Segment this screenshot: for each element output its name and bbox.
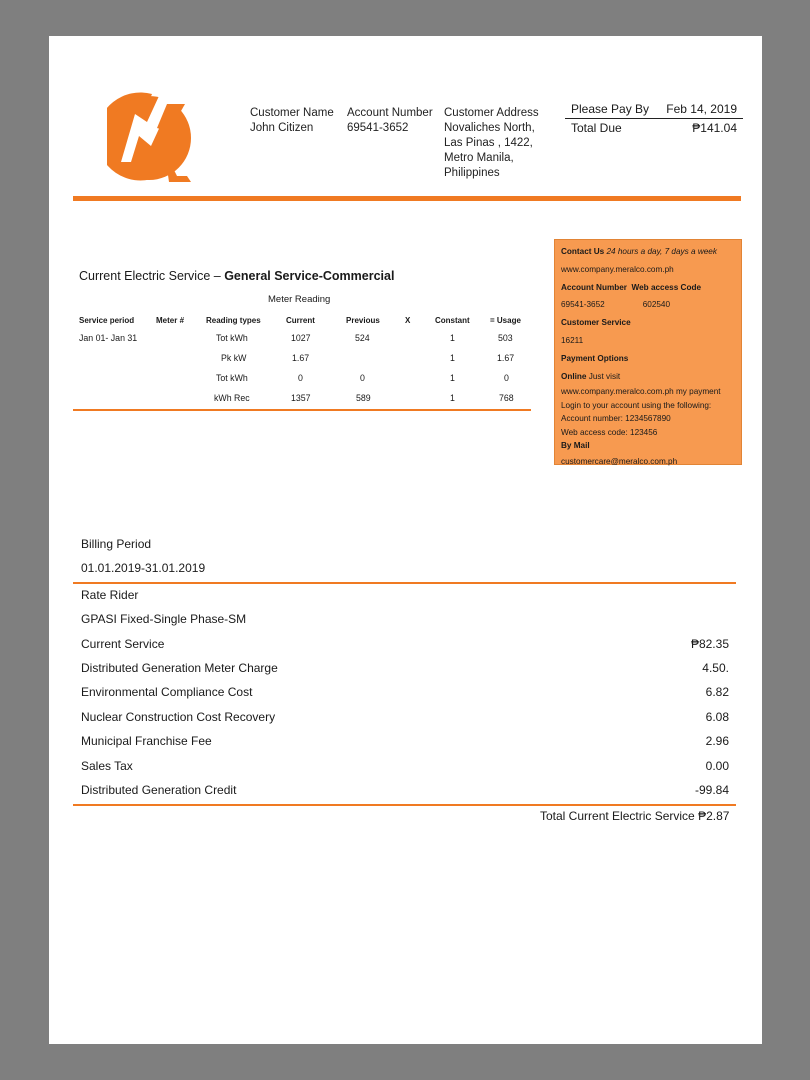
billing-period-label: Billing Period	[81, 537, 152, 551]
contact-box	[554, 239, 742, 465]
reading-constant: 1	[450, 333, 455, 343]
customer-service-number: 16211	[561, 335, 584, 345]
reading-type: Pk kW	[221, 353, 247, 363]
charge-label: Sales Tax	[81, 759, 133, 773]
address-line: Philippines	[444, 167, 500, 179]
meter-divider	[73, 409, 531, 411]
account-number: 69541-3652	[347, 122, 409, 134]
total-divider	[73, 804, 736, 806]
login-text: Login to your account using the following:	[561, 400, 712, 410]
please-pay-by-date: Feb 14, 2019	[666, 102, 737, 116]
column-header: Constant	[435, 316, 470, 325]
reading-usage: 1.67	[497, 353, 515, 363]
reading-previous: 0	[360, 373, 365, 383]
total-amount: ₱2.87	[698, 809, 730, 823]
payment-summary	[565, 100, 743, 137]
rate-rider-label: Rate Rider	[81, 588, 139, 602]
charge-amount: 6.08	[705, 710, 729, 724]
service-period: Jan 01- Jan 31	[79, 333, 138, 343]
service-title	[79, 269, 394, 283]
charge-label: Nuclear Construction Cost Recovery	[81, 710, 276, 724]
login-account: Account number: 1234567890	[561, 414, 671, 424]
column-header: Meter #	[156, 316, 185, 325]
rate-rider: GPASI Fixed-Single Phase-SM	[81, 612, 247, 626]
reading-current: 1027	[291, 333, 311, 343]
online-url[interactable]: www.company.meralco.com.ph my payment	[561, 387, 721, 397]
total-due-label: Total Due	[571, 121, 622, 135]
charge-label: Distributed Generation Meter Charge	[81, 661, 278, 675]
reading-current: 1.67	[292, 353, 310, 363]
column-header: Previous	[346, 316, 380, 325]
total-due-amount: ₱141.04	[692, 121, 737, 135]
customer-address-label: Customer Address	[444, 107, 539, 119]
contact-access-code: 602540	[642, 300, 671, 310]
reading-current: 1357	[291, 393, 311, 403]
charge-label: Distributed Generation Credit	[81, 783, 237, 797]
reading-constant: 1	[450, 353, 455, 363]
service-title-prefix: Current Electric Service –	[79, 269, 225, 283]
charge-amount: 6.82	[705, 685, 729, 699]
payment-options-label: Payment Options	[561, 353, 629, 363]
reading-usage: 0	[504, 373, 509, 383]
reading-constant: 1	[450, 393, 455, 403]
address-line: Novaliches North,	[444, 122, 535, 134]
billing-divider	[73, 582, 736, 584]
header-divider	[73, 196, 741, 201]
contact-website[interactable]: www.company.meralco.com.ph	[561, 264, 674, 274]
service-title-bold: General Service-Commercial	[224, 269, 395, 283]
reading-previous: 524	[355, 333, 370, 343]
account-number-block	[347, 106, 433, 136]
customer-address-block	[444, 106, 539, 181]
contact-account-number: 69541-3652	[561, 300, 605, 310]
customer-name-block	[250, 106, 334, 136]
charge-amount: 4.50.	[702, 661, 729, 675]
reading-previous: 589	[356, 393, 371, 403]
total-current-service	[540, 809, 729, 823]
contact-hours: 24 hours a day, 7 days a week	[606, 247, 717, 256]
please-pay-by-label: Please Pay By	[571, 102, 650, 116]
charge-amount: ₱82.35	[690, 637, 729, 651]
by-mail-label: By Mail	[561, 441, 590, 451]
reading-current: 0	[298, 373, 303, 383]
online-label: Online	[561, 371, 587, 381]
customer-service-label: Customer Service	[561, 318, 631, 328]
column-header: Service period	[79, 316, 135, 325]
bill-page	[49, 36, 762, 1044]
charge-amount: 0.00	[705, 759, 729, 773]
contact-account-label: Account Number	[561, 282, 627, 292]
online-text: Just visit	[588, 371, 621, 381]
column-header: = Usage	[490, 316, 521, 325]
charge-amount: 2.96	[705, 734, 729, 748]
charge-amount: -99.84	[694, 783, 729, 797]
customer-name: John Citizen	[250, 122, 314, 134]
reading-constant: 1	[450, 373, 455, 383]
column-header: X	[405, 316, 411, 325]
customer-name-label: Customer Name	[250, 107, 334, 119]
meter-reading-caption: Meter Reading	[268, 294, 331, 305]
charge-label: Environmental Compliance Cost	[81, 685, 253, 699]
mail-email[interactable]: customercare@meralco.com.ph	[561, 456, 678, 466]
contact-access-code-label: Web access Code	[631, 282, 702, 292]
address-line: Metro Manila,	[444, 152, 514, 164]
reading-usage: 503	[498, 333, 513, 343]
address-line: Las Pinas , 1422,	[444, 137, 533, 149]
reading-type: kWh Rec	[214, 393, 250, 403]
column-header: Reading types	[206, 316, 261, 325]
charge-label: Municipal Franchise Fee	[81, 734, 212, 748]
reading-usage: 768	[499, 393, 514, 403]
column-header: Current	[286, 316, 315, 325]
reading-type: Tot kWh	[216, 373, 248, 383]
meralco-logo	[107, 90, 191, 186]
total-label: Total Current Electric Service	[540, 809, 695, 823]
billing-period: 01.01.2019-31.01.2019	[81, 561, 206, 575]
account-number-label: Account Number	[347, 107, 433, 119]
charge-label: Current Service	[81, 637, 165, 651]
contact-label: Contact Us	[561, 247, 605, 256]
reading-type: Tot kWh	[216, 333, 248, 343]
login-code: Web access code: 123456	[561, 427, 658, 437]
